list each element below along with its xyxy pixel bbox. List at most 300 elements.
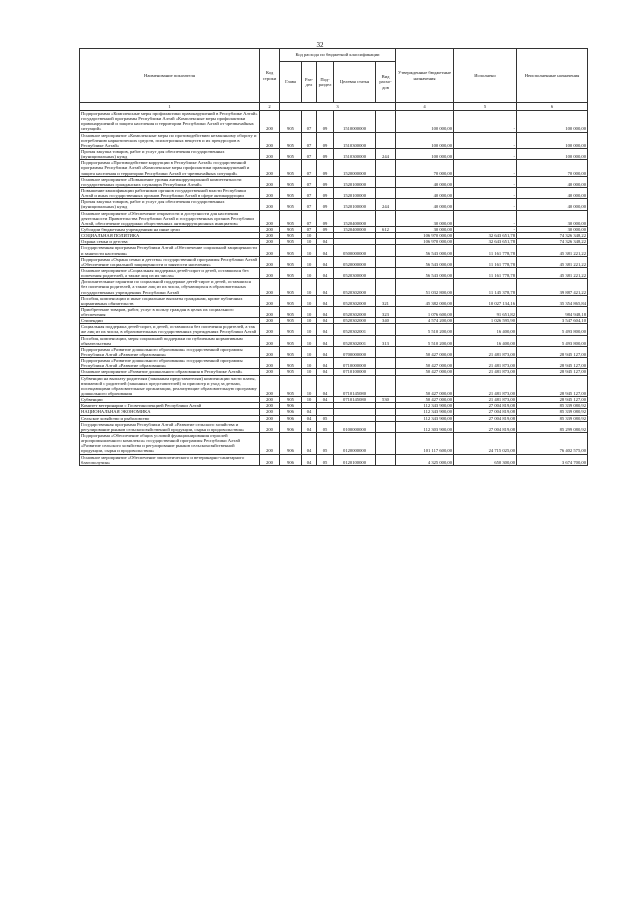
col-index-1: 1 (80, 103, 260, 111)
cell-razdel: 10 (302, 335, 317, 346)
cell-executed: 11 145 378,78 (454, 279, 517, 295)
table-row (80, 346, 588, 357)
cell-executed: 650 300,00 (454, 454, 517, 465)
cell-unexecuted: 85 339 080,92 (517, 409, 588, 415)
cell-unexecuted: 39 887 421,22 (517, 279, 588, 295)
cell-line-code: 200 (260, 369, 280, 375)
cell-target: 0520302001 (334, 324, 376, 335)
header-name: Наименование показателя (80, 49, 260, 103)
cell-approved: 30 000,00 (396, 226, 454, 232)
cell-line-code: 200 (260, 358, 280, 369)
cell-target: 0520302000 (334, 279, 376, 295)
cell-podrazdel: 04 (317, 245, 334, 256)
cell-executed: 21 481 873,00 (454, 375, 517, 397)
cell-glava: 906 (280, 415, 302, 421)
cell-glava: 905 (280, 295, 302, 306)
cell-executed: - (454, 148, 517, 159)
cell-unexecuted: 40 000,00 (517, 176, 588, 187)
cell-approved: 101 117 600,00 (396, 433, 454, 455)
cell-executed: 27 004 819,08 (454, 409, 517, 415)
cell-podrazdel: 04 (317, 346, 334, 357)
cell-unexecuted: 40 000,00 (517, 199, 588, 210)
cell-unexecuted: 45 381 221,22 (517, 267, 588, 278)
cell-podrazdel: 09 (317, 199, 334, 210)
cell-razdel: 07 (302, 132, 317, 148)
cell-target: 0100000000 (334, 421, 376, 432)
cell-razdel: 10 (302, 239, 317, 245)
cell-executed: 11 161 778,78 (454, 256, 517, 267)
cell-target: 0520302000 (334, 295, 376, 306)
header-podrazdel: Под-раздел (317, 62, 334, 103)
cell-razdel: 10 (302, 346, 317, 357)
table-row (80, 267, 588, 278)
cell-glava: 906 (280, 421, 302, 432)
cell-unexecuted: 28 945 127,00 (517, 346, 588, 357)
cell-line-code: 200 (260, 375, 280, 397)
cell-name: Субвенции (80, 397, 260, 403)
cell-approved: 100 000,00 (396, 148, 454, 159)
header-razdel: Раз-дел (302, 62, 317, 103)
cell-line-code: 200 (260, 226, 280, 232)
cell-approved: 112 343 900,00 (396, 409, 454, 415)
header-target: Целевая статья (334, 62, 376, 103)
cell-approved: 50 427 000,00 (396, 375, 454, 397)
cell-podrazdel: 04 (317, 324, 334, 335)
cell-razdel: 10 (302, 245, 317, 256)
cell-approved: 1 076 600,00 (396, 306, 454, 317)
cell-name: Основное мероприятие «Комплексные меры по противодействию незаконному обороту и потреблению наркотических средств, психотропных веществ и их прекурсоров в Республике Алтай» (80, 132, 260, 148)
cell-unexecuted: 984 948,18 (517, 306, 588, 317)
col-index-5: 5 (454, 103, 517, 111)
table-row (80, 111, 588, 133)
cell-approved: 50 427 000,00 (396, 397, 454, 403)
cell-unexecuted: 40 000,00 (517, 187, 588, 198)
cell-exp-type (376, 245, 396, 256)
cell-razdel: 10 (302, 397, 317, 403)
cell-line-code: 200 (260, 295, 280, 306)
cell-line-code: 200 (260, 239, 280, 245)
cell-glava: 906 (280, 454, 302, 465)
cell-podrazdel: 04 (317, 256, 334, 267)
cell-exp-type (376, 160, 396, 176)
cell-unexecuted: 85 299 080,92 (517, 421, 588, 432)
table-row (80, 324, 588, 335)
cell-exp-type (376, 324, 396, 335)
table-row (80, 256, 588, 267)
cell-line-code: 200 (260, 318, 280, 324)
cell-name: Стипендии (80, 318, 260, 324)
cell-unexecuted: 35 354 865,84 (517, 295, 588, 306)
cell-podrazdel: 05 (317, 454, 334, 465)
cell-line-code: 200 (260, 421, 280, 432)
cell-line-code: 200 (260, 454, 280, 465)
cell-exp-type (376, 358, 396, 369)
cell-approved: 112 303 900,00 (396, 421, 454, 432)
cell-target: 1520400000 (334, 226, 376, 232)
cell-name: Субсидии бюджетным учреждениям на иные цели (80, 226, 260, 232)
cell-target: 0520300000 (334, 267, 376, 278)
header-budget-class: Код расхода по бюджетной классификации (280, 49, 396, 62)
cell-glava: 905 (280, 233, 302, 239)
cell-approved: 50 427 000,00 (396, 369, 454, 375)
cell-target: 1520100000 (334, 199, 376, 210)
cell-name: НАЦИОНАЛЬНАЯ ЭКОНОМИКА (80, 409, 260, 415)
table-row (80, 210, 588, 226)
cell-unexecuted: 76 402 575,00 (517, 433, 588, 455)
cell-unexecuted: 45 381 221,22 (517, 256, 588, 267)
cell-razdel: 10 (302, 375, 317, 397)
cell-approved: 5 510 200,00 (396, 324, 454, 335)
cell-target: 1510300000 (334, 148, 376, 159)
cell-razdel: 07 (302, 210, 317, 226)
cell-podrazdel: 09 (317, 160, 334, 176)
cell-razdel: 07 (302, 148, 317, 159)
cell-executed: - (454, 199, 517, 210)
cell-glava: 906 (280, 403, 302, 409)
cell-razdel: 10 (302, 324, 317, 335)
cell-executed: 91 651,82 (454, 306, 517, 317)
cell-razdel: 10 (302, 369, 317, 375)
cell-podrazdel: 04 (317, 369, 334, 375)
cell-unexecuted: 30 000,00 (517, 226, 588, 232)
cell-exp-type: 340 (376, 318, 396, 324)
cell-unexecuted: 28 945 127,00 (517, 397, 588, 403)
cell-unexecuted: 28 945 127,00 (517, 375, 588, 397)
cell-line-code: 200 (260, 409, 280, 415)
table-row (80, 421, 588, 432)
cell-approved: 45 382 000,00 (396, 295, 454, 306)
cell-line-code: 200 (260, 160, 280, 176)
cell-target: 1510000000 (334, 111, 376, 133)
cell-executed: - (454, 132, 517, 148)
cell-exp-type: 244 (376, 148, 396, 159)
cell-approved: 40 000,00 (396, 199, 454, 210)
cell-approved: 106 970 000,00 (396, 233, 454, 239)
cell-razdel: 10 (302, 279, 317, 295)
cell-target: 1520100000 (334, 176, 376, 187)
cell-podrazdel: 04 (317, 295, 334, 306)
cell-name: Комитет ветеринарии с Госветинспекцией Республики Алтай (80, 403, 260, 409)
cell-razdel: 10 (302, 318, 317, 324)
table-row (80, 454, 588, 465)
cell-approved: 50 427 000,00 (396, 346, 454, 357)
table-row (80, 279, 588, 295)
cell-name: Подпрограмма «Охрана семьи и детства» государственной программы Республики Алтай «Обеспечение социальной защищенности и занятости населения» (80, 256, 260, 267)
table-row (80, 176, 588, 187)
cell-glava: 905 (280, 318, 302, 324)
cell-line-code: 200 (260, 324, 280, 335)
cell-unexecuted: 5 493 800,00 (517, 324, 588, 335)
cell-name: Основное мероприятие «Развитие дошкольного образования в Республике Алтай» (80, 369, 260, 375)
cell-target: 0120000000 (334, 433, 376, 455)
cell-unexecuted: 30 000,00 (517, 210, 588, 226)
cell-approved: 100 000,00 (396, 111, 454, 133)
cell-exp-type (376, 210, 396, 226)
cell-line-code: 200 (260, 256, 280, 267)
cell-name: Пособия, компенсации и иные социальные выплаты гражданам, кроме публичных нормативных обязательств (80, 295, 260, 306)
budget-table (79, 48, 588, 466)
cell-line-code: 200 (260, 279, 280, 295)
cell-name: Основное мероприятие «Социальная поддержка детей-сирот и детей, оставшихся без попечения родителей, а также лиц из их числа» (80, 267, 260, 278)
cell-approved: 112 343 900,00 (396, 415, 454, 421)
cell-razdel: 04 (302, 454, 317, 465)
table-row (80, 295, 588, 306)
cell-glava: 905 (280, 111, 302, 133)
cell-exp-type (376, 132, 396, 148)
cell-line-code: 200 (260, 346, 280, 357)
cell-name: Государственная программа Республики Алтай «Обеспечение социальной защищенности и занятости населения» (80, 245, 260, 256)
cell-unexecuted: 3 547 604,10 (517, 318, 588, 324)
cell-name: Основное мероприятие «Повышение уровня антикоррупционной компетентности государственных гражданских служащих Республики Алтай» (80, 176, 260, 187)
cell-glava: 905 (280, 187, 302, 198)
cell-exp-type (376, 256, 396, 267)
cell-razdel: 10 (302, 358, 317, 369)
table-row (80, 245, 588, 256)
cell-unexecuted: 45 381 221,22 (517, 245, 588, 256)
cell-approved: 51 032 800,00 (396, 279, 454, 295)
cell-line-code: 200 (260, 267, 280, 278)
cell-approved: 112 343 900,00 (396, 403, 454, 409)
cell-target: 1510300000 (334, 132, 376, 148)
cell-podrazdel: 04 (317, 239, 334, 245)
cell-executed: 21 481 873,00 (454, 397, 517, 403)
cell-podrazdel: 09 (317, 210, 334, 226)
cell-podrazdel: 04 (317, 397, 334, 403)
cell-podrazdel: 04 (317, 267, 334, 278)
cell-executed: 16 400,00 (454, 324, 517, 335)
cell-executed: 11 161 778,78 (454, 245, 517, 256)
cell-exp-type (376, 279, 396, 295)
cell-executed: 27 004 819,08 (454, 421, 517, 432)
cell-target: 0500000000 (334, 245, 376, 256)
cell-exp-type: 321 (376, 295, 396, 306)
table-row (80, 148, 588, 159)
cell-razdel: 07 (302, 199, 317, 210)
cell-approved: 4 574 200,00 (396, 318, 454, 324)
cell-target: 0710145080 (334, 375, 376, 397)
cell-name: Основное мероприятие «Обеспечение открытости и доступности для населения деятельности Правительства Республики Алтай и государственных органов Республики Алтай, обеспечение поддержки общественных антикоррупционных инициатив» (80, 210, 260, 226)
cell-executed: - (454, 187, 517, 198)
cell-executed: - (454, 160, 517, 176)
col-index-2: 2 (260, 103, 280, 111)
header-unexecuted: Неисполненные назначения (517, 49, 588, 103)
cell-name: Прочая закупка товаров, работ и услуг для обеспечения государственных (муниципальных) нужд (80, 199, 260, 210)
header-line-code: Код строки (260, 49, 280, 103)
cell-podrazdel: 05 (317, 415, 334, 421)
cell-executed: 27 004 819,08 (454, 415, 517, 421)
cell-approved: 56 543 000,00 (396, 245, 454, 256)
cell-executed: 1 026 595,90 (454, 318, 517, 324)
cell-razdel: 04 (302, 433, 317, 455)
cell-podrazdel: 09 (317, 176, 334, 187)
cell-target: 0520302000 (334, 318, 376, 324)
cell-razdel: 10 (302, 295, 317, 306)
cell-name: Социальная поддержка детей-сирот, и детей, оставшихся без попечения родителей, а так же лиц из их числа, в образовательных государственных учреждениях Республики Алтай (80, 324, 260, 335)
cell-executed: 21 481 873,00 (454, 346, 517, 357)
cell-glava: 905 (280, 346, 302, 357)
header-executed: Исполнено (454, 49, 517, 103)
cell-target: 0710145080 (334, 397, 376, 403)
cell-razdel: 10 (302, 306, 317, 317)
table-row (80, 375, 588, 397)
cell-name: Основное мероприятие «Обеспечение эпизоотического и ветеринарно-санитарного благополучия» (80, 454, 260, 465)
cell-name: Подпрограмма «Развитие дошкольного образования» государственной программы Республики Алтай «Развитие образования» (80, 346, 260, 357)
col-index-3: 3 (280, 103, 396, 111)
cell-glava: 905 (280, 210, 302, 226)
cell-razdel: 07 (302, 160, 317, 176)
cell-glava: 905 (280, 358, 302, 369)
cell-approved: 30 000,00 (396, 210, 454, 226)
cell-approved: 50 427 000,00 (396, 358, 454, 369)
cell-target: 0520302001 (334, 335, 376, 346)
cell-target: 0520302000 (334, 306, 376, 317)
cell-exp-type: 313 (376, 335, 396, 346)
cell-unexecuted: 100 000,00 (517, 148, 588, 159)
cell-glava: 905 (280, 176, 302, 187)
cell-name: Субвенции на выплату родителям (законным представителям) компенсации части платы, взимаемой с родителей (законных представителей) за присмотр и уход за детьми, посещающими образовательные организации, реализующие образовательную программу дошкольного образования (80, 375, 260, 397)
cell-approved: 56 543 000,00 (396, 256, 454, 267)
cell-exp-type (376, 454, 396, 465)
cell-target: 1520100000 (334, 187, 376, 198)
cell-glava: 905 (280, 239, 302, 245)
cell-glava: 905 (280, 279, 302, 295)
cell-glava: 905 (280, 324, 302, 335)
cell-executed: 11 161 778,78 (454, 267, 517, 278)
cell-name: Прочая закупка товаров, работ и услуг для обеспечения государственных (муниципальных) нужд (80, 148, 260, 159)
cell-unexecuted: 28 945 127,00 (517, 358, 588, 369)
cell-glava: 905 (280, 375, 302, 397)
cell-name: СОЦИАЛЬНАЯ ПОЛИТИКА (80, 233, 260, 239)
cell-podrazdel: 09 (317, 111, 334, 133)
cell-name: Повышение квалификации работников органов государственной власти Республики Алтай и иных государственных органов Республики Алтай в сфере антикоррупции (80, 187, 260, 198)
cell-exp-type (376, 346, 396, 357)
cell-line-code: 200 (260, 397, 280, 403)
cell-exp-type: 244 (376, 199, 396, 210)
page-number: 32 (316, 41, 324, 49)
cell-podrazdel: 09 (317, 226, 334, 232)
cell-executed: - (454, 176, 517, 187)
cell-razdel: 04 (302, 415, 317, 421)
table-row (80, 132, 588, 148)
cell-razdel: 07 (302, 176, 317, 187)
cell-executed: 16 400,00 (454, 335, 517, 346)
cell-glava: 905 (280, 306, 302, 317)
cell-podrazdel: 09 (317, 187, 334, 198)
cell-target: 0120100000 (334, 454, 376, 465)
cell-unexecuted: 28 945 127,00 (517, 369, 588, 375)
cell-razdel: 10 (302, 267, 317, 278)
cell-glava: 905 (280, 369, 302, 375)
cell-unexecuted: 100 000,00 (517, 111, 588, 133)
cell-glava: 905 (280, 256, 302, 267)
header-glava: Глава (280, 62, 302, 103)
table-row (80, 199, 588, 210)
cell-exp-type (376, 267, 396, 278)
cell-podrazdel: 04 (317, 279, 334, 295)
cell-executed: - (454, 111, 517, 133)
cell-unexecuted: 74 326 348,22 (517, 233, 588, 239)
cell-exp-type: 530 (376, 397, 396, 403)
cell-approved: 40 000,00 (396, 187, 454, 198)
cell-line-code: 200 (260, 176, 280, 187)
cell-name: Сельское хозяйство и рыболовство (80, 415, 260, 421)
cell-glava: 905 (280, 160, 302, 176)
cell-exp-type (376, 421, 396, 432)
cell-unexecuted: 100 000,00 (517, 132, 588, 148)
cell-razdel: 10 (302, 233, 317, 239)
cell-executed: 10 027 134,16 (454, 295, 517, 306)
cell-executed: 27 004 819,08 (454, 403, 517, 409)
cell-razdel: 10 (302, 256, 317, 267)
cell-podrazdel: 04 (317, 318, 334, 324)
cell-line-code: 200 (260, 415, 280, 421)
cell-executed: 21 481 873,00 (454, 369, 517, 375)
cell-glava: 905 (280, 226, 302, 232)
header-approved: Утвержденные бюджетные назначения (396, 49, 454, 103)
cell-podrazdel: 09 (317, 132, 334, 148)
col-index-6: 6 (517, 103, 588, 111)
cell-glava: 905 (280, 245, 302, 256)
table-row (80, 358, 588, 369)
cell-podrazdel: 04 (317, 375, 334, 397)
cell-glava: 905 (280, 397, 302, 403)
cell-unexecuted: 3 674 700,00 (517, 454, 588, 465)
col-index-4: 4 (396, 103, 454, 111)
cell-name: Подпрограмма «Развитие дошкольного образования» государственной программы Республики Алтай «Развитие образования» (80, 358, 260, 369)
cell-razdel: 07 (302, 187, 317, 198)
cell-exp-type (376, 375, 396, 397)
cell-approved: 70 000,00 (396, 160, 454, 176)
cell-glava: 905 (280, 267, 302, 278)
cell-line-code: 200 (260, 233, 280, 239)
cell-name: Государственная программа Республики Алтай «Развитие сельского хозяйства и регулирование рынков сельскохозяйственной продукции, сырья и продовольствия» (80, 421, 260, 432)
cell-name: Дополнительные гарантии по социальной поддержке детей-сирот и детей, оставшихся без попечения родителей, а также лиц из их числа, обучающихся в образовательных государственных учреждениях Республики Алтай (80, 279, 260, 295)
cell-approved: 106 970 000,00 (396, 239, 454, 245)
cell-podrazdel: 04 (317, 335, 334, 346)
cell-line-code: 200 (260, 111, 280, 133)
cell-razdel: 04 (302, 421, 317, 432)
cell-unexecuted: 85 339 080,92 (517, 403, 588, 409)
cell-glava: 906 (280, 409, 302, 415)
cell-podrazdel: 05 (317, 433, 334, 455)
cell-executed: - (454, 210, 517, 226)
cell-target: 0710100000 (334, 369, 376, 375)
cell-approved: 4 325 000,00 (396, 454, 454, 465)
cell-glava: 905 (280, 132, 302, 148)
cell-glava: 905 (280, 335, 302, 346)
cell-exp-type: 612 (376, 226, 396, 232)
cell-target: 0710000000 (334, 358, 376, 369)
table-row (80, 335, 588, 346)
cell-exp-type: 323 (376, 306, 396, 317)
cell-line-code: 200 (260, 210, 280, 226)
cell-executed: 24 715 025,00 (454, 433, 517, 455)
table-row (80, 187, 588, 198)
cell-line-code: 200 (260, 148, 280, 159)
cell-name: Подпрограмма «Комплексные меры профилактики правонарушений в Республике Алтай» государственной программы Республики Алтай «Комплексные меры профилактики правонарушений и защита населения и территории Республики Алтай от чрезвычайных ситуаций» (81, 111, 258, 132)
cell-approved: 100 000,00 (396, 132, 454, 148)
cell-line-code: 200 (260, 306, 280, 317)
cell-approved: 40 000,00 (396, 176, 454, 187)
cell-line-code: 200 (260, 245, 280, 256)
cell-glava: 905 (280, 148, 302, 159)
budget-rows (80, 111, 588, 466)
cell-name: Приобретение товаров, работ, услуг в пользу граждан в целях их социального обеспечения (80, 306, 260, 317)
cell-exp-type (376, 433, 396, 455)
cell-line-code: 200 (260, 403, 280, 409)
cell-target: 0700000000 (334, 346, 376, 357)
cell-name: Подпрограмма «Обеспечение общих условий функционирования отраслей агропромышленного комплекса» государственной программы Республики Алтай «Развитие сельского хозяйства и регулирование рынков сельскохозяйственной продукции, сырья и продовольствия» (80, 433, 260, 455)
